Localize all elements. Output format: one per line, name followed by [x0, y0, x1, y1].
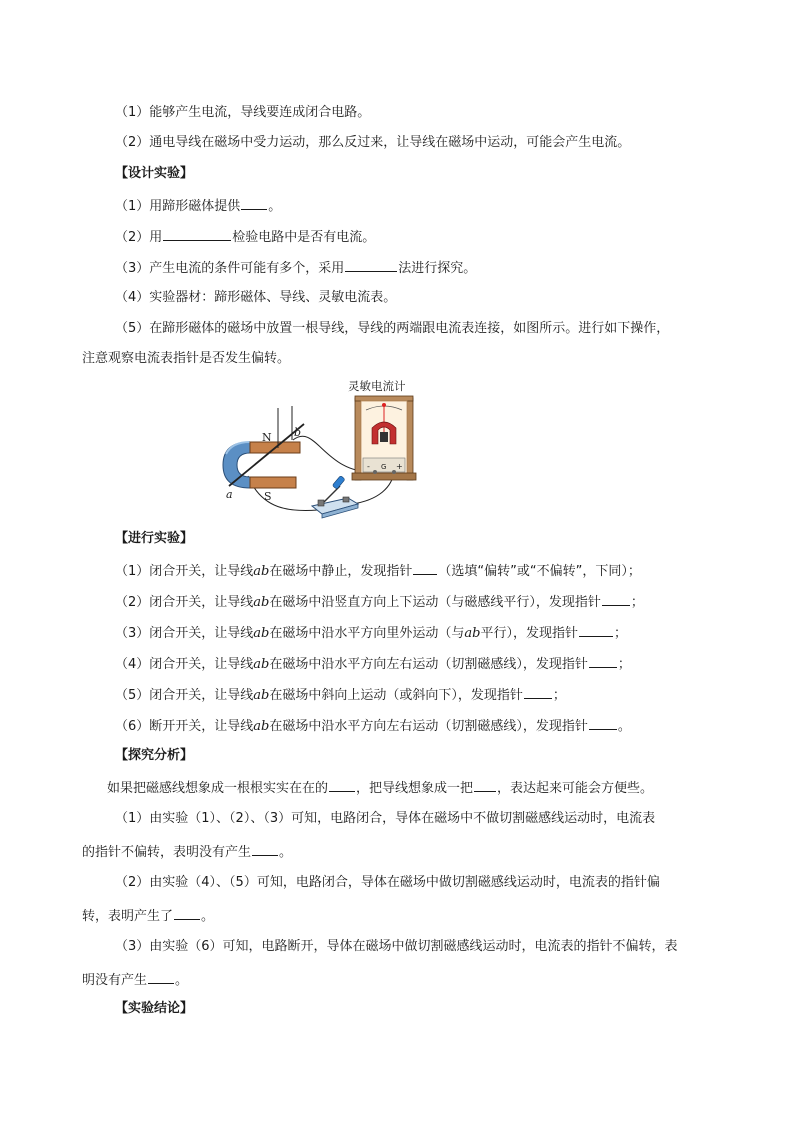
analysis-item-1b: 的指针不偏转，表明没有产生 。	[82, 841, 292, 863]
blank[interactable]	[524, 684, 552, 699]
conduct-header: 【进行实验】	[115, 531, 194, 546]
intro-line-1: （1）能够产生电流，导线要连成闭合电路。	[115, 105, 371, 120]
experiment-figure	[220, 378, 430, 520]
meter-label: 灵敏电流计	[348, 379, 406, 393]
blank[interactable]	[589, 653, 617, 668]
conclusion-header: 【实验结论】	[115, 1001, 194, 1016]
analysis-item-1a: （1）由实验（1）、（2）、（3）可知，电路闭合，导体在磁场中不做切割磁感线运动时，电流表	[115, 811, 656, 826]
conduct-item-2: （2）闭合开关，让导线ab在磁场中沿竖直方向上下运动（与磁感线平行），发现指针 ；	[115, 591, 644, 613]
blank[interactable]	[329, 777, 355, 792]
meter-plus: +	[396, 462, 403, 471]
blank[interactable]	[474, 777, 496, 792]
conduct-item-1: （1）闭合开关，让导线ab在磁场中静止，发现指针 （选填“偏转”或“不偏转”，下同）；	[115, 560, 641, 582]
label-b: b	[294, 426, 302, 439]
analysis-item-2a: （2）由实验（4）、（5）可知，电路闭合，导体在磁场中做切割磁感线运动时，电流表的指针偏	[115, 875, 660, 890]
blank[interactable]	[148, 969, 174, 984]
analysis-header: 【探究分析】	[115, 748, 194, 763]
blank[interactable]	[174, 905, 200, 920]
conduct-item-6: （6）断开开关，让导线ab在磁场中沿水平方向左右运动（切割磁感线），发现指针 。	[115, 715, 631, 737]
switch	[312, 475, 358, 518]
meter-g: G	[381, 463, 387, 471]
label-s: S	[264, 490, 272, 503]
analysis-intro: 如果把磁感线想象成一根根实实在在的 ，把导线想象成一把 ，表达起来可能会方便些。	[107, 777, 653, 799]
conduct-item-3: （3）闭合开关，让导线ab在磁场中沿水平方向里外运动（与ab平行），发现指针 ；	[115, 622, 627, 644]
blank[interactable]	[589, 715, 617, 730]
blank[interactable]	[579, 622, 613, 637]
galvanometer	[348, 379, 416, 480]
label-n: N	[262, 431, 272, 444]
blank[interactable]	[345, 257, 397, 272]
analysis-item-3a: （3）由实验（6）可知，电路断开，导体在磁场中做切割磁感线运动时，电流表的指针不偏转，表	[115, 939, 678, 954]
design-item-5b: 注意观察电流表指针是否发生偏转。	[82, 351, 291, 366]
design-item-5a: （5）在蹄形磁体的磁场中放置一根导线，导线的两端跟电流表连接，如图所示。进行如下操作，	[115, 321, 670, 336]
blank[interactable]	[252, 841, 278, 856]
intro-line-2: （2）通电导线在磁场中受力运动，那么反过来，让导线在磁场中运动，可能会产生电流。	[115, 135, 631, 150]
design-item-2: （2）用 检验电路中是否有电流。	[115, 226, 375, 248]
design-item-1: （1）用蹄形磁体提供 。	[115, 195, 281, 217]
design-header: 【设计实验】	[115, 166, 194, 181]
blank[interactable]	[241, 195, 267, 210]
conduct-item-4: （4）闭合开关，让导线ab在磁场中沿水平方向左右运动（切割磁感线），发现指针 ；	[115, 653, 631, 675]
design-item-3: （3）产生电流的条件可能有多个，采用 法进行探究。	[115, 257, 476, 279]
blank[interactable]	[413, 560, 437, 575]
analysis-item-2b: 转，表明产生了 。	[82, 905, 214, 927]
blank[interactable]	[163, 226, 231, 241]
blank[interactable]	[602, 591, 630, 606]
analysis-item-3b: 明没有产生 。	[82, 969, 188, 991]
design-item-4: （4）实验器材：蹄形磁体、导线、灵敏电流表。	[115, 290, 397, 305]
conduct-item-5: （5）闭合开关，让导线ab在磁场中斜向上运动（或斜向下），发现指针 ；	[115, 684, 566, 706]
label-a: a	[226, 488, 233, 501]
meter-minus: -	[367, 462, 370, 471]
